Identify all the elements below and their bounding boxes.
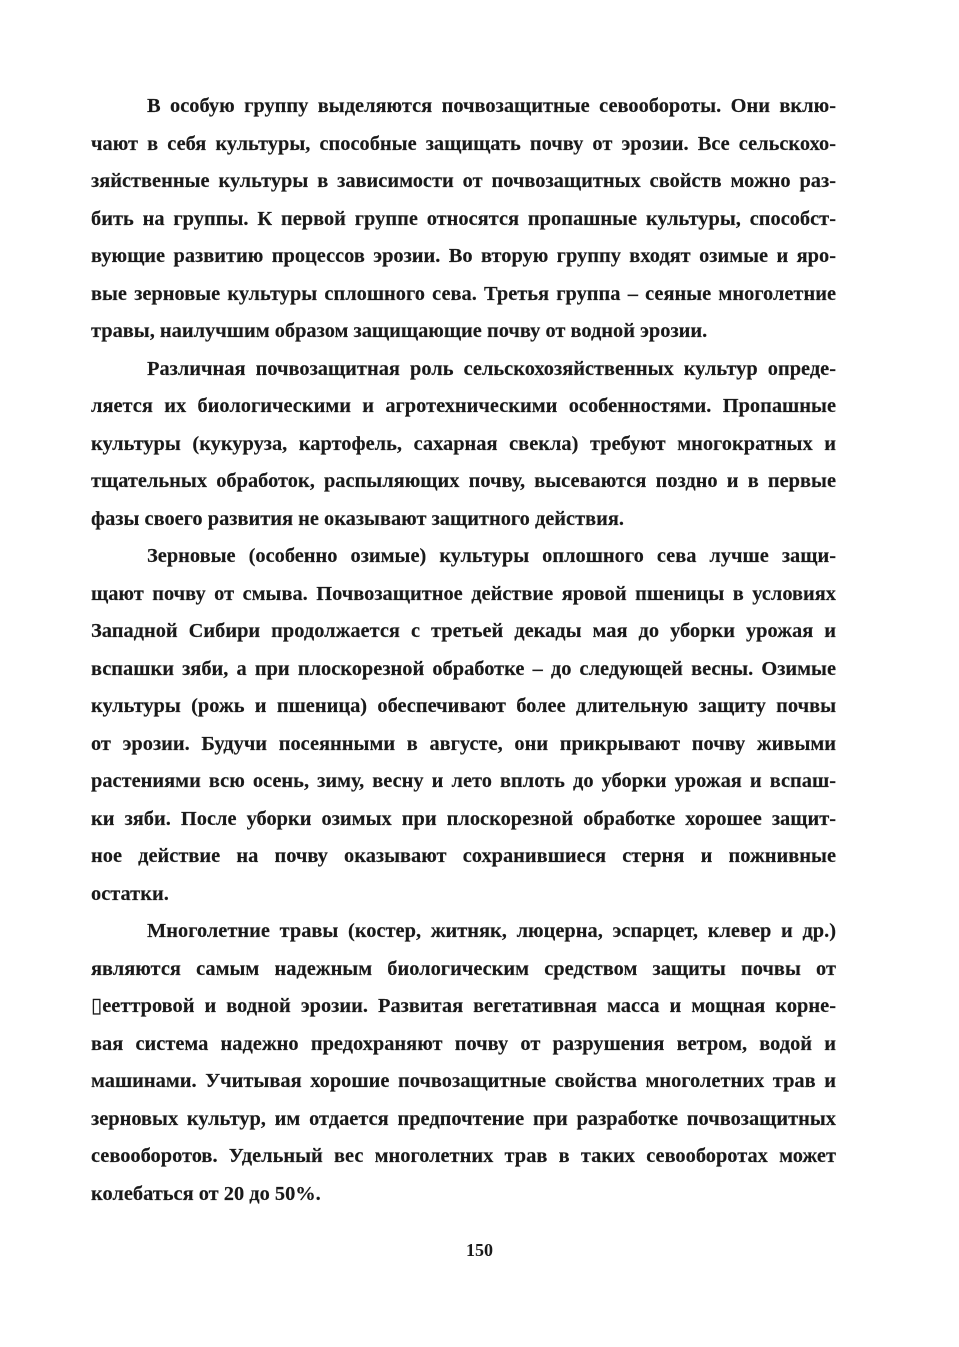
text-line: ▯ееттровой и водной эрозии. Развитая вегетативная масса и мощная корне-: [91, 995, 836, 1017]
text-line: вая система надежно предохраняют почву от разрушения ветром, водой и: [91, 1032, 836, 1055]
text-line: Зерновые (особенно озимые) культуры оплошного сева лучше защи-: [147, 545, 836, 567]
text-line: являются самым надежным биологическим средством защиты почвы от: [91, 957, 836, 980]
paragraph-2: [91, 351, 836, 539]
text-line: севооборотов. Удельный вес многолетних трав в таких севооборотах может: [91, 1145, 836, 1167]
text-line: колебаться от 20 до 50%.: [91, 1182, 321, 1205]
text-line: фазы своего развития не оказывают защитного действия.: [91, 507, 625, 530]
text-line: остатки.: [91, 882, 169, 905]
paragraph-1: [91, 88, 836, 351]
page-number: 150: [466, 1240, 493, 1260]
paragraph-4: [91, 913, 836, 1213]
paragraph-3: [91, 538, 836, 913]
text-line: Различная почвозащитная роль сельскохозяйственных культур опреде-: [147, 357, 836, 380]
text-line: от эрозии. Будучи посеянными в августе, они прикрывают почву живыми: [91, 732, 836, 755]
text-line: вспашки зяби, а при плоскорезной обработке – до следующей весны. Озимые: [91, 657, 836, 680]
text-line: тщательных обработок, распыляющих почву, высеваются поздно и в первые: [91, 470, 836, 492]
text-line: Западной Сибири продолжается с третьей декады мая до уборки урожая и: [91, 620, 836, 642]
text-line: щают почву от смыва. Почвозащитное действие яровой пшеницы в условиях: [91, 582, 836, 605]
text-line: культуры (рожь и пшеница) обеспечивают более длительную защиту почвы: [91, 695, 836, 717]
text-line: В особую группу выделяются почвозащитные севообороты. Они вклю-: [147, 95, 836, 117]
text-line: травы, наилучшим образом защищающие почву от водной эрозии.: [91, 320, 708, 342]
text-line: зерновых культур, им отдается предпочтение при разработке почвозащитных: [91, 1107, 836, 1130]
text-line: растениями всю осень, зиму, весну и лето вплоть до уборки урожая и вспаш-: [91, 770, 836, 792]
text-line: ки зяби. После уборки озимых при плоскорезной обработке хорошее защит-: [91, 807, 836, 830]
body-text: [91, 88, 836, 1213]
text-line: вующие развитию процессов эрозии. Во вторую группу входят озимые и яро-: [91, 245, 836, 267]
text-line: зяйственные культуры в зависимости от почвозащитных свойств можно раз-: [91, 170, 836, 192]
text-line: машинами. Учитывая хорошие почвозащитные свойства многолетних трав и: [91, 1070, 836, 1092]
text-line: Многолетние травы (костер, житняк, люцерна, эспарцет, клевер и др.): [147, 920, 836, 942]
text-line: вые зерновые культуры сплошного сева. Третья группа – сеяные многолетние: [91, 282, 836, 305]
text-line: культуры (кукуруза, картофель, сахарная свекла) требуют многократных и: [91, 432, 836, 455]
text-line: ное действие на почву оказывают сохранившиеся стерня и пожнивные: [91, 845, 836, 867]
text-line: бить на группы. К первой группе относятся пропашные культуры, способст-: [91, 207, 836, 230]
text-line: ляется их биологическими и агротехническими особенностями. Пропашные: [91, 395, 836, 417]
text-line: чают в себя культуры, способные защищать почву от эрозии. Все сельскохо-: [91, 132, 836, 155]
